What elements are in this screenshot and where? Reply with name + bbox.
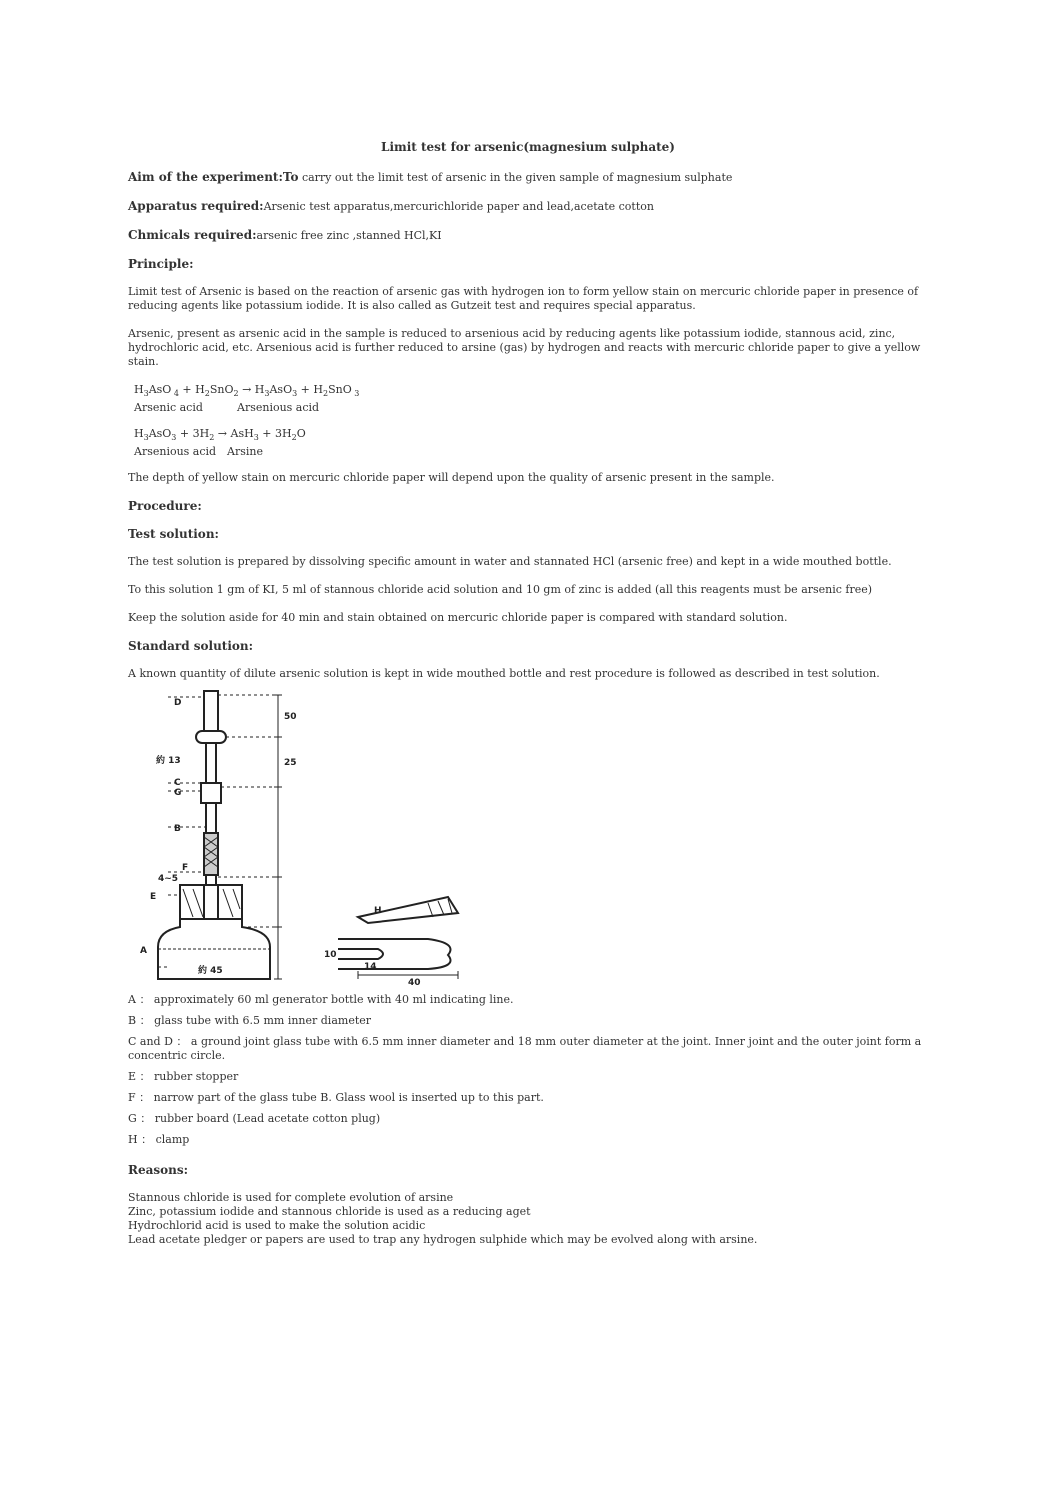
test-solution-paragraph-2: To this solution 1 gm of KI, 5 ml of stannous chloride acid solution and 10 gm of zinc is added (all this reagents must be arsenic free): [128, 583, 873, 597]
diagram-dim-10: 10: [324, 950, 337, 961]
aim-line: [128, 170, 928, 185]
equation-1: [134, 383, 928, 415]
equation-2: [134, 427, 928, 459]
chemicals-label: Chmicals required:: [128, 228, 257, 242]
equation-2-reactant-name: Arsenious acid: [134, 445, 217, 459]
standard-solution-paragraph: A known quantity of dilute arsenic solution is kept in wide mouthed bottle and rest procedure is followed as described in test solution.: [128, 667, 880, 681]
test-solution-heading: Test solution:: [128, 527, 219, 542]
apparatus-text: Arsenic test apparatus,mercurichloride paper and lead,acetate cotton: [263, 200, 654, 213]
diagram-label-e: E: [150, 892, 157, 903]
test-solution-paragraph-1: The test solution is prepared by dissolving specific amount in water and stannated HCl (arsenic free) and kept in a wide mouthed bottle.: [128, 555, 892, 569]
procedure-heading: Procedure:: [128, 499, 202, 514]
equation-1-product-name: Arsenious acid: [237, 401, 320, 415]
legend-item-h: H ： clamp: [128, 1133, 190, 1147]
legend-item-e: E ： rubber stopper: [128, 1070, 239, 1084]
principle-heading: Principle:: [128, 257, 194, 271]
standard-solution-heading: Standard solution:: [128, 639, 254, 654]
apparatus-diagram-svg: [128, 687, 488, 987]
diagram-legend: [128, 993, 928, 1147]
reason-item: Zinc, potassium iodide and stannous chloride is used as a reducing aget: [128, 1205, 531, 1219]
principle-paragraph-2: Arsenic, present as arsenic acid in the sample is reduced to arsenious acid by reducing agents like potassium iodide, stannous acid, zinc, hydrochloric acid, etc. Arsenious acid is further reduced to arsine (gas) by hydrogen and reacts with mercuric chloride paper to give a yellow stain.: [128, 327, 921, 368]
apparatus-diagram: [128, 687, 488, 987]
equation-1-reactant-name: Arsenic acid: [134, 401, 203, 415]
diagram-label-h: H: [374, 906, 382, 917]
document-page: [128, 140, 928, 1247]
document-title: Limit test for arsenic(magnesium sulphate): [381, 140, 675, 154]
diagram-dim-45: 約 45: [198, 966, 223, 977]
reasons-heading: Reasons:: [128, 1163, 189, 1178]
diagram-dim-40: 40: [408, 978, 421, 988]
diagram-label-d: D: [174, 698, 182, 709]
diagram-label-c: C: [174, 778, 181, 789]
apparatus-label: Apparatus required:: [128, 199, 264, 213]
reason-item: Lead acetate pledger or papers are used to trap any hydrogen sulphide which may be evolved along with arsine.: [128, 1233, 758, 1247]
principle-paragraph-3: The depth of yellow stain on mercuric chloride paper will depend upon the quality of arsenic present in the sample.: [128, 471, 775, 485]
chemicals-line: [128, 228, 928, 243]
chemicals-text: arsenic free zinc ,stanned HCl,KI: [256, 229, 442, 242]
equation-2-product-name: Arsine: [227, 445, 263, 459]
diagram-dim-25: 25: [284, 758, 297, 769]
reason-item: Stannous chloride is used for complete evolution of arsine: [128, 1191, 454, 1205]
reason-item: Hydrochlorid acid is used to make the solution acidic: [128, 1219, 426, 1233]
test-solution-paragraph-3: Keep the solution aside for 40 min and stain obtained on mercuric chloride paper is compared with standard solution.: [128, 611, 788, 625]
diagram-dim-13: 約 13: [156, 756, 181, 767]
diagram-label-f: F: [182, 863, 189, 874]
equation-1-names: [134, 401, 928, 415]
aim-text: carry out the limit test of arsenic in the given sample of magnesium sulphate: [298, 171, 733, 184]
equation-2-names: [134, 445, 928, 459]
reasons-list: [128, 1191, 928, 1247]
legend-item-g: G ： rubber board (Lead acetate cotton plug): [128, 1112, 381, 1126]
apparatus-line: [128, 199, 928, 214]
legend-item-f: F ： narrow part of the glass tube B. Glass wool is inserted up to this part.: [128, 1091, 544, 1105]
diagram-label-b: B: [174, 824, 181, 835]
equation-2-formula: $H_3AsO_3 + 3H_2 \to AsH_3 + 3H_2O$: [134, 427, 306, 443]
diagram-dim-14: 14: [364, 962, 377, 973]
diagram-dim-4-5: 4~5: [158, 874, 179, 885]
diagram-label-a: A: [140, 946, 147, 957]
legend-item-a: A ： approximately 60 ml generator bottle with 40 ml indicating line.: [128, 993, 514, 1007]
principle-paragraph-1: Limit test of Arsenic is based on the reaction of arsenic gas with hydrogen ion to form yellow stain on mercuric chloride paper in presence of reducing agents like potassium iodide. It is also called as Gutzeit test and requires special apparatus.: [128, 285, 919, 312]
legend-item-c-d: C and D ： a ground joint glass tube with 6.5 mm inner diameter and 18 mm outer diameter at the joint. Inner joint and the outer joint form a concentric circle.: [128, 1035, 922, 1063]
diagram-label-g: G: [174, 788, 182, 799]
legend-item-b: B ： glass tube with 6.5 mm inner diameter: [128, 1014, 372, 1028]
aim-label: Aim of the experiment:To: [128, 170, 299, 184]
equation-1-formula: $H_3AsO$ $_4 + H_2SnO_2 \to H_3AsO_3 + H_2SnO$ $_3$: [134, 383, 360, 399]
diagram-dim-50: 50: [284, 712, 297, 723]
